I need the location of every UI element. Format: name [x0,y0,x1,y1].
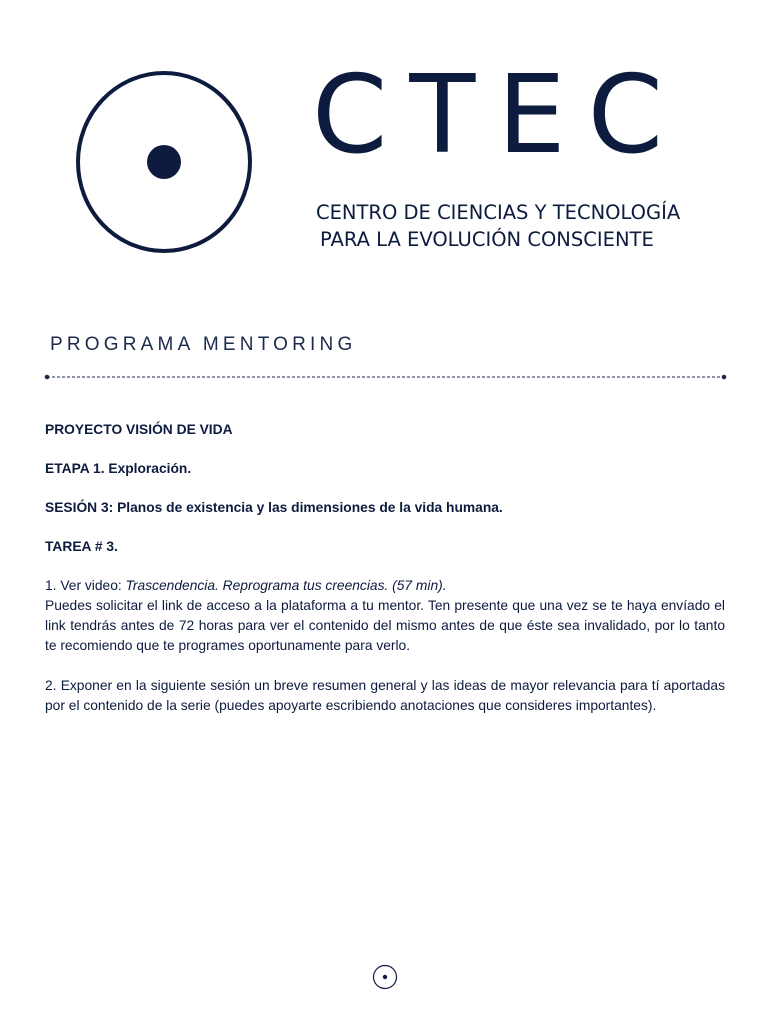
brand-subtitle [316,199,696,253]
logo-circle-dot-icon [74,70,256,256]
task-item-1-prefix: 1. Ver video: [45,578,126,593]
stage-heading: ETAPA 1. Exploración. [45,461,192,476]
task-item-1 [45,576,725,656]
task-item-2: 2. Exponer en la siguiente sesión un breve resumen general y las ideas de mayor relevancia para tí aportadas por el contenido de la serie (puedes apoyarte escribiendo anotaciones que consideres importantes). [45,678,725,713]
brand-subtitle-line1: CENTRO DE CIENCIAS Y TECNOLOGÍA [316,201,681,224]
task-item-1-body: Puedes solicitar el link de acceso a la plataforma a tu mentor. Ten presente que una vez se te haya envíado el link tendrás antes de 72 horas para ver el contenido del mismo antes de que éste sea invalidado, por lo tanto te recomiendo que te programes oportunamente para verlo. [45,598,725,653]
project-heading: PROYECTO VISIÓN DE VIDA [45,422,233,437]
brand-subtitle-line2: PARA LA EVOLUCIÓN CONSCIENTE [320,228,654,251]
program-title: PROGRAMA MENTORING [50,334,357,355]
task-content [45,420,725,736]
session-heading: SESIÓN 3: Planos de existencia y las dimensiones de la vida humana. [45,500,503,515]
dashed-divider [44,372,728,382]
task-item-1-video-title: Trascendencia. Reprograma tus creencias. (57 min). [125,578,447,593]
page-circle-dot-icon [372,964,398,990]
task-heading: TAREA # 3. [45,539,118,554]
brand-name: CTEC [312,53,686,178]
